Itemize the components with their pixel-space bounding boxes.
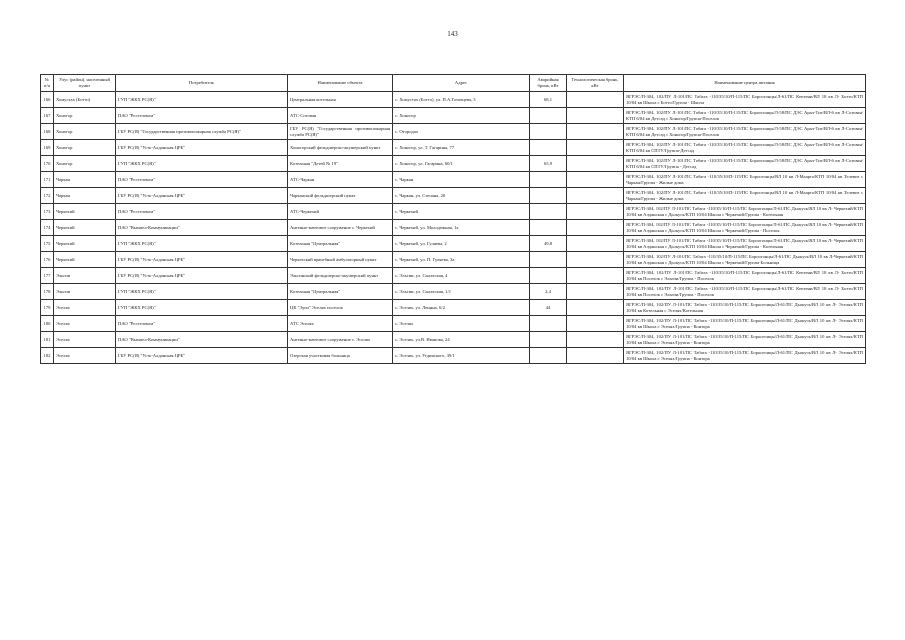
row-number: 167	[41, 108, 54, 124]
row-power-center: ЯГРЭС/П-304, 102/ПУ Л-101/ПС Табага -110/35/10/П-115/ПС Бороогонцы/Л-58/ПС ДЭС Арал-Тит/ВЛ-6 кв Л-Сотовая/КТП 6/04 кв Детсад с Хоногор/Группа-Поселок	[624, 124, 866, 140]
row-ulus: Хоногор	[54, 124, 116, 140]
row-power-center: ЯГРЭС/П-304, 102/ПУ Л-101/ПС Табага -110/35/10/П-115/ПС Бороогонцы/Л-61/ПС Кептени/ВЛ 10 кв Л- Ботто/КТП 10/04 кв Школа с Ботто/Группа - Школа	[624, 92, 866, 108]
row-address: с. Чаркан, ул. Степана, 20	[393, 188, 530, 204]
row-tech-reserve	[567, 172, 624, 188]
row-consumer: ПАО "Вымпел-Коммуникации"	[116, 220, 288, 236]
row-object: Эльгинский фельдшерско-акушерский пункт	[288, 268, 393, 284]
row-power-center: ЯГРЭС/П-304, 102/ПУ Л-101/ПС Табага -110/35/10/П-115/ПС Бороогонцы/Л-61/ПС Дьокуск/ВЛ 10 кв Л- Черкехий/КТП 10/04 кв Алданская с Дьокуск/КТП 10/04 Школа с Черкехий/Группа - Поселок	[624, 220, 866, 236]
row-object: Чарканский фельдшерский пункт	[288, 188, 393, 204]
row-ulus: Эселях	[54, 300, 116, 316]
row-object: Центральная котельная	[288, 92, 393, 108]
col-header-tech-reserve: Технологическая бронь, кВт	[567, 75, 624, 92]
row-number: 168	[41, 124, 54, 140]
row-tech-reserve	[567, 92, 624, 108]
row-consumer: ГУП "ЖКХ РС(Я)"	[116, 92, 288, 108]
row-tech-reserve	[567, 220, 624, 236]
row-number: 166	[41, 92, 54, 108]
table-header-row	[41, 75, 866, 92]
row-consumer: ПАО "Ростелеком"	[116, 316, 288, 332]
row-consumer: ГУП "ЖКХ РС(Я)"	[116, 236, 288, 252]
page-number: 143	[447, 30, 458, 38]
row-emergency-reserve	[530, 108, 567, 124]
row-ulus: Чаркан	[54, 188, 116, 204]
row-number: 177	[41, 268, 54, 284]
row-ulus: Эселях	[54, 332, 116, 348]
row-object: АТС Эселях	[288, 316, 393, 332]
col-header-power-center: Наименование центра питания	[624, 75, 866, 92]
row-consumer: ГБУ РС(Я) "Усть-Алданская ЦРБ"	[116, 268, 288, 284]
row-number: 172	[41, 188, 54, 204]
row-power-center: ЯГРЭС/П-304, 102/ПУ Л-101/ПС Табага -110/35/10/П-115/ПС Бороогонцы/Л-61/ПС Дьокуск/ВЛ 10 кв Л- Черкехий/КТП 10/04 кв Алданская с Дьокуск/КТП 10/04 Школа с Черкехий/Группа - Котельная	[624, 204, 866, 220]
row-address: с. Отородах	[393, 124, 530, 140]
table-row	[41, 140, 866, 156]
table-row	[41, 188, 866, 204]
row-tech-reserve	[567, 284, 624, 300]
row-object: Котельная "Детей № 19"	[288, 156, 393, 172]
row-number: 178	[41, 284, 54, 300]
row-emergency-reserve	[530, 172, 567, 188]
row-ulus: Эльгии	[54, 268, 116, 284]
row-object: Котельная "Центральная"	[288, 284, 393, 300]
row-tech-reserve	[567, 140, 624, 156]
row-power-center: ЯГРЭС/П-304, 102/ПУ Л-101/ПС Табага -110/35/10/П-115/ПС Бороогонцы/ВЛ 10 кв Л-Маарга/КТП 10/04 кв Телевиз с Чаркан/Группа - Жилые дома	[624, 188, 866, 204]
row-object: ГБУ РС(Я) "Государственная противопожарная служба РС(Я)"	[288, 124, 393, 140]
row-address: с. Хоногор, ул. Гагарина, 60/1	[393, 156, 530, 172]
row-ulus: Хоногор	[54, 140, 116, 156]
row-address: с. Черкехий, ул. Молодежная, 1а	[393, 220, 530, 236]
row-ulus: Хоногор	[54, 108, 116, 124]
row-emergency-reserve: 49,8	[530, 236, 567, 252]
row-number: 169	[41, 140, 54, 156]
table-row	[41, 300, 866, 316]
table-row	[41, 252, 866, 268]
row-power-center: ЯГРЭС/П-304, 102/ПУ Л-101/ПС Табага -110/35/10/П-115/ПС Бороогонцы/Л-61/ПС Дьокуск/ВЛ 10 кв Л- Эселях/КТП 10/04 кв Школа с Эселях/Группа - Контора	[624, 348, 866, 364]
row-object: АТС-Черкехий	[288, 204, 393, 220]
row-emergency-reserve	[530, 332, 567, 348]
row-object: Черкехский врачебный амбулаторный пункт	[288, 252, 393, 268]
row-power-center: ЯГРЭС/П-304, 102/ПУ Л-101/ПС Табага -110/35/10/П-115/ПС Бороогонцы/Л-61/ПС Кептени/ВЛ 10 кв Л- Ботто/КТП 10/04 кв Поселок с Эльгии/Группа - Поселок	[624, 268, 866, 284]
row-power-center: ЯГРЭС/П-304, 102/ПУ Л-101/ПС Табага -110/35/10/П-115/ПС Бороогонцы/Л-61/ПС Дьокуск/ВЛ 10 кв Л- Эселях/КТП 10/04 кв Школа с Эселях/Группа - Контора	[624, 316, 866, 332]
row-consumer: ГБУ РС(Я) "Усть-Алданская ЦРБ"	[116, 188, 288, 204]
row-power-center: ЯГРЭС/П-304, 102/ПУ Л-101/ПС Табага -110/35/10/П-115/ПС Бороогонцы/Л-61/ПС Кептени/ВЛ 10 кв Л- Ботто/КТП 10/04 кв Поселок с Эльгии/Группа - Поселок	[624, 284, 866, 300]
col-header-address: Адрес	[393, 75, 530, 92]
row-consumer: ГБУ РС(Я) "Усть-Алданская ЦРБ"	[116, 140, 288, 156]
row-object: АТС-Сотовая	[288, 108, 393, 124]
row-consumer: ГУП "ЖКХ РС(Я)"	[116, 156, 288, 172]
row-address: с. Эселях, ул. Ленина, 6/2	[393, 300, 530, 316]
row-ulus: Хомустах (Ботто)	[54, 92, 116, 108]
row-number: 171	[41, 172, 54, 188]
table-row	[41, 236, 866, 252]
row-number: 181	[41, 332, 54, 348]
table-row	[41, 204, 866, 220]
table-row	[41, 348, 866, 364]
row-address: с. Хоногор, ул. Т. Гагарина, 77	[393, 140, 530, 156]
row-address: с. Черкехий	[393, 204, 530, 220]
row-tech-reserve	[567, 108, 624, 124]
row-address: с. Хомустах (Ботто), ул. П.А.Готовцева, 3	[393, 92, 530, 108]
row-ulus: Черкехий	[54, 220, 116, 236]
col-header-number: № п/п	[41, 75, 54, 92]
row-ulus: Черкехий	[54, 252, 116, 268]
row-consumer: ГУП "ЖКХ РС(Я)"	[116, 284, 288, 300]
row-address: с. Черкехий, ул. Гуляева, 2	[393, 236, 530, 252]
row-number: 175	[41, 236, 54, 252]
row-tech-reserve	[567, 332, 624, 348]
table-body	[41, 92, 866, 364]
table-row	[41, 156, 866, 172]
row-tech-reserve	[567, 236, 624, 252]
row-address: с. Эселях	[393, 316, 530, 332]
row-emergency-reserve	[530, 188, 567, 204]
row-tech-reserve	[567, 316, 624, 332]
row-number: 182	[41, 348, 54, 364]
row-number: 180	[41, 316, 54, 332]
row-address: с. Чаркан	[393, 172, 530, 188]
table-row	[41, 316, 866, 332]
row-emergency-reserve	[530, 348, 567, 364]
row-tech-reserve	[567, 300, 624, 316]
row-emergency-reserve	[530, 124, 567, 140]
row-power-center: ЯГРЭС/П-304, 102/ПУ Л-101/ПС Табага -110/35/10/П-115/ПС Бороогонцы/Л-61/ПС Дьокуск/ВЛ 10 кв Л- Эселях/КТП 10/04 кв Школа с Эселях/Группа - Контора	[624, 332, 866, 348]
table-row	[41, 284, 866, 300]
row-ulus: Черкехий	[54, 236, 116, 252]
row-number: 179	[41, 300, 54, 316]
row-power-center: ЯГРЭС/П-304, 102/ПУ Л-101/ПС Табага -110/35/10/П-115/ПС Бороогонцы/Л-61/ПС Дьокуск/ВЛ 10 кв Л-Черкехий/КТП 10/04 кв Алданская с Дьокуск/КТП 10/04 Школа с Черкехий/Группа-Больница	[624, 252, 866, 268]
row-emergency-reserve	[530, 252, 567, 268]
row-consumer: ГБУ РС(Я) "Государственная противопожарная служба РС(Я)"	[116, 124, 288, 140]
row-emergency-reserve	[530, 140, 567, 156]
row-emergency-reserve	[530, 268, 567, 284]
row-object: Антенно-мачтовое сооружение с. Черкехий	[288, 220, 393, 236]
row-number: 173	[41, 204, 54, 220]
table-row	[41, 108, 866, 124]
row-power-center: ЯГРЭС/П-304, 102/ПУ Л-101/ПС Табага -110/35/10/П-115/ПС Бороогонцы/Л-61/ПС Дьокуск/ВЛ 10 кв Л- Черкехий/КТП 10/04 кв Алданская с Дьокуск/КТП 10/04 Школа с Черкехий/Группа - Котельная	[624, 236, 866, 252]
table-row	[41, 172, 866, 188]
row-consumer: ГБУ РС(Я) "Усть-Алданская ЦРБ"	[116, 252, 288, 268]
row-emergency-reserve: 65,9	[530, 156, 567, 172]
row-address: с. Черкехий, ул. П. Гуляева, 3а	[393, 252, 530, 268]
row-emergency-reserve	[530, 204, 567, 220]
row-object: Антенно-мачтовое сооружение с. Эселях	[288, 332, 393, 348]
row-address: с. Хоногор	[393, 108, 530, 124]
row-tech-reserve	[567, 348, 624, 364]
row-ulus: Черкехий	[54, 204, 116, 220]
row-consumer: ПАО "Ростелеком"	[116, 108, 288, 124]
row-emergency-reserve: 44	[530, 300, 567, 316]
row-object: Хоногорский фельдшерско-акушерский пункт	[288, 140, 393, 156]
row-power-center: ЯГРЭС/П-304, 102/ПУ Л-101/ПС Табага -110/35/10/П-115/ПС Бороогонцы/Л-61/ПС Дьокуск/ВЛ 10 кв Л- Эселях/КТП 10/04 кв Котельная с Эселях/Котельная	[624, 300, 866, 316]
row-consumer: ГБУ РС(Я) "Усть-Алданская ЦРБ"	[116, 348, 288, 364]
row-consumer: ПАО "Вымпел-Коммуникации"	[116, 332, 288, 348]
row-ulus: Чаркан	[54, 172, 116, 188]
row-number: 176	[41, 252, 54, 268]
row-ulus: Эселях	[54, 316, 116, 332]
table-row	[41, 332, 866, 348]
col-header-ulus: Улус (район), населенный пункт	[54, 75, 116, 92]
row-power-center: ЯГРЭС/П-304, 102/ПУ Л-101/ПС Табага -110/35/10/П-115/ПС Бороогонцы/Л-58/ПС ДЭС Арал-Тит/ВЛ-6 кв Л-Сотовая/КТП 6/04 кв Детсад с Хоногор/Группа-Поселок	[624, 108, 866, 124]
row-power-center: ЯГРЭС/П-304, 102/ПУ Л-101/ПС Табага -110/35/10/П-115/ПС Бороогонцы/Л-58/ПС ДЭС Арал-Тит/ВЛ-6 кв Л-Сотовая/КТП 6/04 кв СПТУ/Группа - Детсад	[624, 156, 866, 172]
row-consumer: ПАО "Ростелеком"	[116, 172, 288, 188]
row-ulus: Эльгии	[54, 284, 116, 300]
row-tech-reserve	[567, 156, 624, 172]
row-power-center: ЯГРЭС/П-304, 102/ПУ Л-101/ПС Табага -110/35/10/П-115/ПС Бороогонцы/Л-58/ПС ДЭС Арал-Тит/ВЛ-6 кв Л-Сотовая/КТП 6/04 кв СПТУ/Группа-Детсад	[624, 140, 866, 156]
row-emergency-reserve	[530, 220, 567, 236]
col-header-object: Наименование объекта	[288, 75, 393, 92]
row-tech-reserve	[567, 124, 624, 140]
row-consumer: ГУП "ЖКХ РС(Я)"	[116, 300, 288, 316]
row-address: с. Эселях, ул. Угдинского, 39/1	[393, 348, 530, 364]
row-consumer: ПАО "Ростелеком"	[116, 204, 288, 220]
row-tech-reserve	[567, 268, 624, 284]
consumers-table	[40, 74, 866, 364]
row-ulus: Хоногор	[54, 156, 116, 172]
row-tech-reserve	[567, 204, 624, 220]
row-address: с. Эльгии, ул. Сыгатская, 1/1	[393, 284, 530, 300]
row-object: Озерская участковая больница	[288, 348, 393, 364]
row-emergency-reserve: 2,4	[530, 284, 567, 300]
row-ulus: Эселях	[54, 348, 116, 364]
row-object: Котельная "Центральная"	[288, 236, 393, 252]
row-number: 174	[41, 220, 54, 236]
table-row	[41, 268, 866, 284]
row-object: АТС-Чаркан	[288, 172, 393, 188]
row-emergency-reserve	[530, 316, 567, 332]
table-row	[41, 92, 866, 108]
table-row	[41, 220, 866, 236]
col-header-emergency-reserve: Аварийная бронь, кВт	[530, 75, 567, 92]
row-number: 170	[41, 156, 54, 172]
row-tech-reserve	[567, 252, 624, 268]
row-object: ЦК "Эрэл" Эселях поселок	[288, 300, 393, 316]
row-address: с. Эселях, ул.В. Иванова, 24	[393, 332, 530, 348]
row-address: с. Эльгии, ул. Сыгатская, 4	[393, 268, 530, 284]
col-header-consumer: Потребитель	[116, 75, 288, 92]
row-power-center: ЯГРЭС/П-304, 102/ПУ Л-101/ПС Табага -110/35/10/П-115/ПС Бороогонцы/ВЛ 10 кв Л-Маарга/КТП 10/04 кв Телевиз с Чаркан/Группа - Жилые дома	[624, 172, 866, 188]
row-emergency-reserve: 68,1	[530, 92, 567, 108]
row-tech-reserve	[567, 188, 624, 204]
table-row	[41, 124, 866, 140]
